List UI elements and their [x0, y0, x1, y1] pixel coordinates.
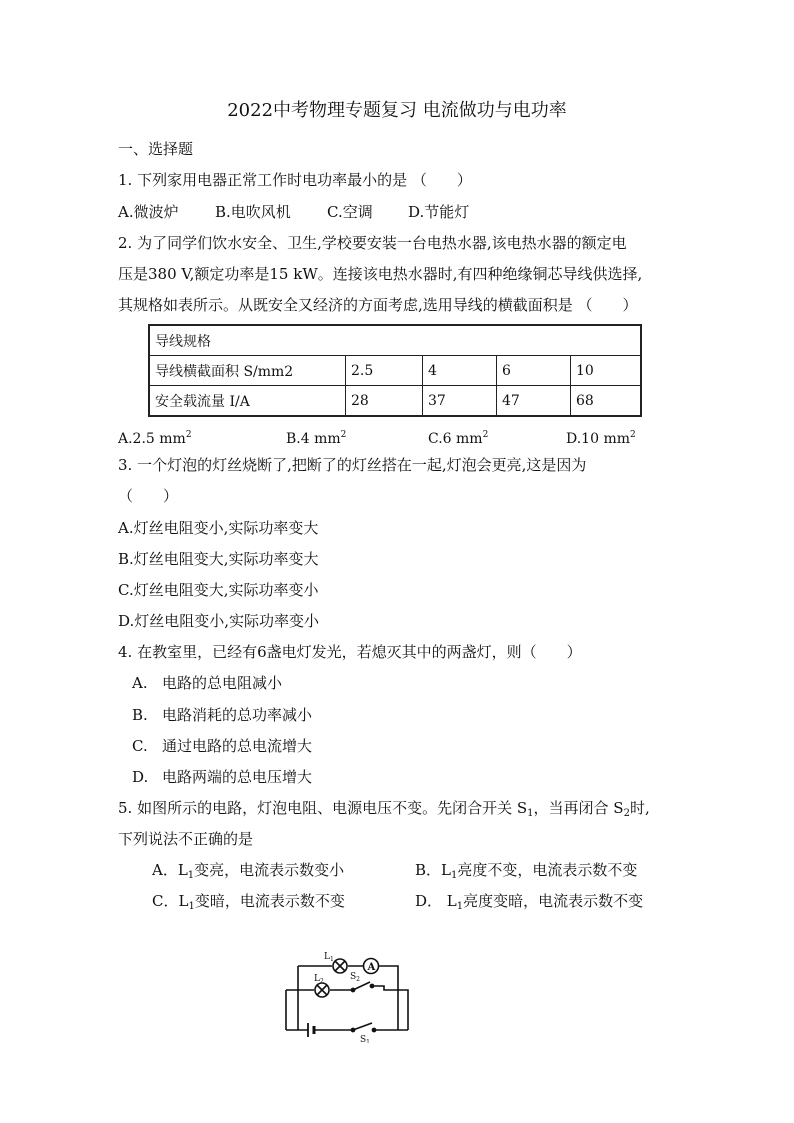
- q2-option-c-text: C.6 mm: [428, 431, 483, 447]
- q3-option-c: C.灯丝电阻变大,实际功率变小: [118, 581, 319, 599]
- battery-icon: [308, 1023, 314, 1037]
- lamp-l2-label: $L_2$: [314, 974, 324, 985]
- q4-option-d: [132, 767, 312, 787]
- q4-option-c-text: 通过电路的总电流增大: [162, 737, 313, 755]
- question-3-line-2: （ ）: [118, 487, 179, 505]
- table-cell: 导线横截面积 S/mm2: [149, 356, 346, 386]
- q5-option-d: [415, 891, 643, 917]
- table-cell: 2.5: [346, 356, 423, 386]
- q4-option-d-letter: D.: [132, 768, 149, 786]
- question-3-line-1: 3. 一个灯泡的灯丝烧断了,把断了的灯丝搭在一起,灯泡会更亮,这是因为: [118, 456, 587, 474]
- table-cell: 10: [571, 356, 642, 386]
- question-5-line-1: [118, 798, 650, 824]
- lamp-l2-icon: [315, 983, 329, 997]
- table-row: [149, 386, 641, 417]
- q2-option-a-text: A.2.5 mm: [118, 431, 186, 447]
- q1-option-a: A.微波炉: [118, 203, 179, 221]
- table-cell: 68: [571, 386, 642, 417]
- q5-option-d-post: 亮度变暗，电流表示数不变: [463, 892, 644, 910]
- q5-option-a-pre: A．L: [152, 861, 188, 879]
- q3-option-d: D.灯丝电阻变小,实际功率变小: [118, 612, 320, 630]
- q5-option-d-sub: 1: [456, 901, 464, 912]
- question-4-stem: 4. 在教室里，已经有6盏电灯发光，若熄灭其中的两盏灯，则（ ）: [118, 643, 582, 661]
- q4-option-b: [132, 705, 312, 725]
- ammeter-label: A: [367, 962, 376, 973]
- q5-option-c-sub: 1: [188, 901, 195, 912]
- q1-option-c: C.空调: [327, 203, 373, 221]
- q3-option-a: A.灯丝电阻变小,实际功率变大: [118, 519, 319, 537]
- table-cell: 37: [423, 386, 497, 417]
- q2-option-b-text: B.4 mm: [286, 431, 341, 447]
- q2-option-d: [566, 425, 636, 449]
- middle-branch-wire-right: [372, 986, 408, 1030]
- q2-option-a: [118, 425, 192, 449]
- q4-option-c: [132, 736, 312, 756]
- switch-s1-label: $S_1$: [360, 1035, 370, 1043]
- q4-option-a-letter: A.: [132, 674, 148, 692]
- q2-option-a-sup: 2: [185, 430, 192, 440]
- q5-text-a: 5. 如图所示的电路，灯泡电阻、电源电压不变。先闭合开关 S: [118, 799, 528, 817]
- table-cell: 4: [423, 356, 497, 386]
- question-1-stem: 1. 下列家用电器正常工作时电功率最小的是 （ ）: [118, 171, 472, 189]
- q1-option-b: B.电吹风机: [215, 203, 291, 221]
- q4-option-a-text: 电路的总电阻减小: [162, 674, 283, 692]
- q3-option-b: B.灯丝电阻变大,实际功率变大: [118, 550, 319, 568]
- q5-text-b: ，当再闭合 S: [533, 799, 624, 817]
- q2-option-d-sup: 2: [630, 430, 636, 440]
- q4-option-d-text: 电路两端的总电压增大: [162, 768, 313, 786]
- q2-option-c-sup: 2: [482, 430, 489, 440]
- q5-text-c: 时,: [629, 799, 650, 817]
- question-2-line-1: 2. 为了同学们饮水安全、卫生,学校要安装一台电热水器,该电热水器的额定电: [118, 234, 627, 252]
- q4-option-c-letter: C.: [132, 737, 148, 755]
- q5-option-d-pre: D． L: [415, 892, 457, 910]
- q5-sub-1: 1: [527, 808, 534, 819]
- table-cell: 6: [497, 356, 571, 386]
- table-header-cell: 导线规格: [149, 325, 641, 356]
- switch-s2-icon: [351, 982, 373, 992]
- top-branch-wire: [298, 966, 398, 1030]
- q5-option-c-post: 变暗，电流表示数不变: [194, 892, 345, 910]
- q1-option-d: D.节能灯: [408, 203, 470, 221]
- q5-option-b-pre: B．L: [415, 861, 451, 879]
- q5-option-b-post: 亮度不变，电流表示数不变: [457, 861, 638, 879]
- q4-option-a: [132, 673, 282, 693]
- table-row: [149, 356, 641, 386]
- q5-option-b-sub: 1: [450, 870, 458, 881]
- question-5-line-2: 下列说法不正确的是: [118, 830, 254, 848]
- q2-option-b-sup: 2: [340, 430, 347, 440]
- wire-spec-table: [148, 324, 642, 417]
- q2-option-c: [428, 425, 488, 449]
- q5-option-a: [152, 860, 344, 886]
- table-header-row: [149, 325, 641, 356]
- lamp-l1-icon: [333, 959, 347, 973]
- q2-option-b: [286, 425, 346, 449]
- page-title: 2022中考物理专题复习 电流做功与电功率: [227, 100, 567, 121]
- q4-option-b-text: 电路消耗的总功率减小: [162, 706, 313, 724]
- table-cell: 47: [497, 386, 571, 417]
- q2-option-d-text: D.10 mm: [566, 431, 630, 447]
- q5-sub-2: 2: [623, 808, 630, 819]
- q5-option-c-pre: C．L: [152, 892, 189, 910]
- table-cell: 28: [346, 386, 423, 417]
- lamp-l1-label: $L_1$: [324, 952, 334, 963]
- question-2-line-2: 压是380 V,额定功率是15 kW。连接该电热水器时,有四种绝缘铜芯导线供选择,: [118, 265, 643, 283]
- question-2-line-3: 其规格如表所示。从既安全又经济的方面考虑,选用导线的横截面积是 （ ）: [118, 296, 638, 314]
- section-heading: 一、选择题: [118, 140, 194, 158]
- q5-option-c: [152, 891, 345, 917]
- switch-s2-label: $S_2$: [350, 972, 360, 983]
- q5-option-a-post: 变亮，电流表示数变小: [194, 861, 345, 879]
- table-cell: 安全载流量 I/A: [149, 386, 346, 417]
- switch-s1-icon: [351, 1023, 375, 1032]
- circuit-diagram: [280, 948, 420, 1043]
- q5-option-a-sub: 1: [187, 870, 195, 881]
- q5-option-b: [415, 860, 637, 886]
- q4-option-b-letter: B.: [132, 706, 148, 724]
